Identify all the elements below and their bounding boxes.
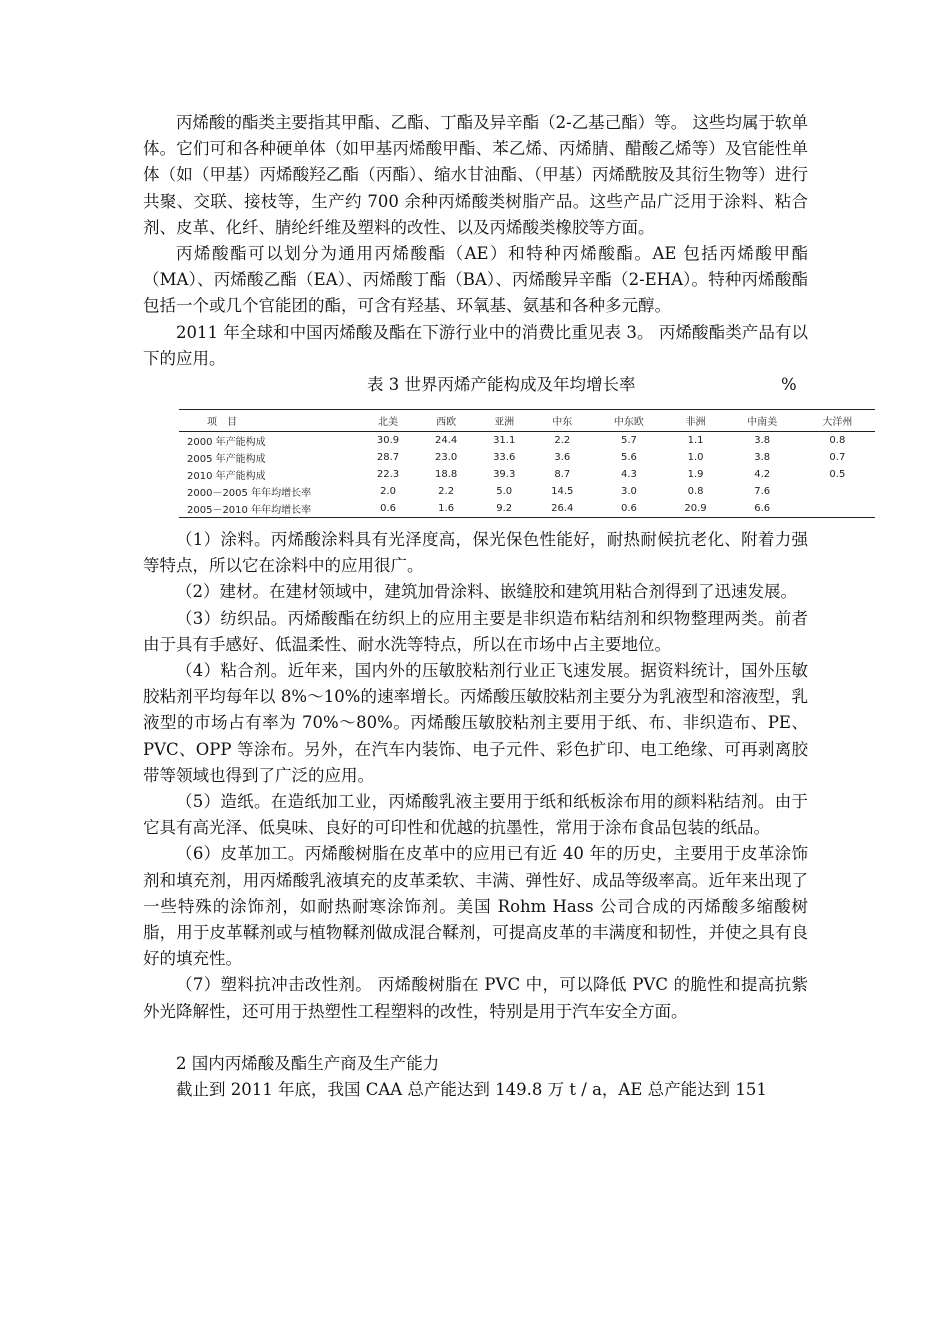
table-cell: 28.7 xyxy=(376,452,400,464)
table-cell: 0.7 xyxy=(829,452,846,464)
header-item: 项 目 xyxy=(179,410,359,432)
table-cell: 0.6 xyxy=(359,500,417,518)
table-cell: 31.1 xyxy=(493,435,516,447)
table-row xyxy=(179,483,875,500)
table-cell: 3.0 xyxy=(620,486,637,498)
header-central-eastern-europe: 中东欧 xyxy=(591,410,666,432)
table-row xyxy=(179,432,875,450)
paragraph-ae-classification: 丙烯酸酯可以划分为通用丙烯酸酯（AE）和特种丙烯酸酯。AE 包括丙烯酸甲酯（MA）、丙烯酸乙酯（EA）、丙烯酸丁酯（BA）、丙烯酸异辛酯（2-EHA）。特种丙烯酸酯包括一个或几个官能团的酯，可含有羟基、环氧基、氨基和各种多元醇。 xyxy=(143,244,808,316)
header-western-europe: 西欧 xyxy=(417,410,475,432)
row-label: 2005－2010 年年均增长率 xyxy=(179,500,359,518)
table-cell: 3.8 xyxy=(754,435,771,447)
capacity-table xyxy=(179,409,875,518)
paragraph-app-paper: （5）造纸。在造纸加工业，丙烯酸乳液主要用于纸和纸板涂布用的颜料粘结剂。由于它具有高光泽、低臭味、良好的可印性和优越的抗墨性，常用于涂布食品包装的纸品。 xyxy=(143,792,808,838)
row-label: 2005 年产能构成 xyxy=(187,454,266,466)
header-latin-america: 中南美 xyxy=(725,410,800,432)
table-cell: 4.3 xyxy=(620,469,637,481)
table-cell: 5.7 xyxy=(620,435,637,447)
paragraph-app-adhesives: （4）粘合剂。近年来，国内外的压敏胶粘剂行业正飞速发展。据资料统计，国外压敏胶粘剂平均每年以 8%～10%的速率增长。丙烯酸压敏胶粘剂主要分为乳液型和溶液型，乳液型的市场占有率为 70%～80%。丙烯酸压敏胶粘剂主要用于纸、布、非织造布、PE、PVC、OPP 等涂布。另外，在汽车内装饰、电子元件、彩色扩印、电工绝缘、可再剥离胶带等领域也得到了广泛的应用。 xyxy=(143,661,808,785)
table-cell: 3.8 xyxy=(754,452,771,464)
table-cell xyxy=(800,483,875,500)
table-row xyxy=(179,500,875,518)
table-cell: 20.9 xyxy=(667,500,725,518)
table-cell: 1.6 xyxy=(417,500,475,518)
paragraph-app-building: （2）建材。在建材领域中，建筑加骨涂料、嵌缝胶和建筑用粘合剂得到了迅速发展。 xyxy=(176,582,797,602)
table-cell: 1.1 xyxy=(687,435,704,447)
paragraph-acrylate-esters: 丙烯酸的酯类主要指其甲酯、乙酯、丁酯及异辛酯（2-乙基己酯）等。 这些均属于软单体。它们可和各种硬单体（如甲基丙烯酸甲酯、苯乙烯、丙烯腈、醋酸乙烯等）及官能性单体（如（甲基）丙烯酸羟乙酯（丙酯）、缩水甘油酯、（甲基）丙烯酰胺及其衍生物等）进行共聚、交联、接枝等，生产约 700 余种丙烯酸类树脂产品。这些产品广泛用于涂料、粘合剂、皮革、化纤、腈纶纤维及塑料的改性、以及丙烯酸类橡胶等方面。 xyxy=(143,113,808,237)
paragraph-app-textiles: （3）纺织品。丙烯酸酯在纺织上的应用主要是非织造布粘结剂和织物整理两类。前者由于具有手感好、低温柔性、耐水洗等特点，所以在市场中占主要地位。 xyxy=(143,608,808,654)
table-unit: % xyxy=(781,375,797,395)
table-cell: 0.8 xyxy=(829,435,846,447)
table-cell: 2.2 xyxy=(438,486,455,498)
table-cell: 23.0 xyxy=(434,452,458,464)
table-cell: 33.6 xyxy=(493,452,516,464)
table-cell: 24.4 xyxy=(434,435,458,447)
table-cell: 7.6 xyxy=(754,486,771,498)
table-cell: 14.5 xyxy=(551,486,574,498)
table-cell: 1.0 xyxy=(687,452,704,464)
row-label: 2010 年产能构成 xyxy=(187,471,266,483)
table-cell: 1.9 xyxy=(687,469,704,481)
table-cell: 5.6 xyxy=(620,452,637,464)
document-page xyxy=(143,110,853,1103)
table-cell: 0.5 xyxy=(829,469,846,481)
paragraph-capacity: 截止到 2011 年底，我国 CAA 总产能达到 149.8 万 t / a，AE 总产能达到 151 xyxy=(176,1080,767,1100)
table-cell: 4.2 xyxy=(754,469,771,481)
header-middle-east: 中东 xyxy=(533,410,591,432)
table-title: 表 3 世界丙烯产能构成及年均增长率 xyxy=(367,375,636,395)
table-cell: 2.2 xyxy=(554,435,571,447)
table-cell: 0.8 xyxy=(687,486,704,498)
table-cell: 18.8 xyxy=(434,469,458,481)
paragraph-consumption-ref: 2011 年全球和中国丙烯酸及酯在下游行业中的消费比重见表 3。 丙烯酸酯类产品有以下的应用。 xyxy=(143,322,808,368)
table-cell: 39.3 xyxy=(493,469,516,481)
table-caption xyxy=(143,372,808,398)
table-cell: 5.0 xyxy=(496,486,513,498)
header-africa: 非洲 xyxy=(667,410,725,432)
table-row xyxy=(179,466,875,483)
table-cell: 9.2 xyxy=(475,500,533,518)
table-cell: 6.6 xyxy=(725,500,800,518)
table-cell xyxy=(800,500,875,518)
table-cell: 0.6 xyxy=(591,500,666,518)
table-header-row xyxy=(179,410,875,432)
paragraph-app-coatings: （1）涂料。丙烯酸涂料具有光泽度高，保光保色性能好，耐热耐候抗老化、附着力强等特点，所以它在涂料中的应用很广。 xyxy=(143,530,808,576)
section-spacer xyxy=(143,1025,808,1051)
row-label: 2000－2005 年年均增长率 xyxy=(187,488,312,500)
section-heading: 2 国内丙烯酸及酯生产商及生产能力 xyxy=(176,1053,440,1073)
paragraph-app-plastics: （7）塑料抗冲击改性剂。 丙烯酸树脂在 PVC 中，可以降低 PVC 的脆性和提高抗紫外光降解性，还可用于热塑性工程塑料的改性，特别是用于汽车安全方面。 xyxy=(143,975,808,1021)
table-cell: 22.3 xyxy=(376,469,400,481)
header-asia: 亚洲 xyxy=(475,410,533,432)
table-cell: 30.9 xyxy=(376,435,400,447)
table-cell: 26.4 xyxy=(533,500,591,518)
table-cell: 8.7 xyxy=(554,469,571,481)
paragraph-app-leather: （6）皮革加工。丙烯酸树脂在皮革中的应用已有近 40 年的历史，主要用于皮革涂饰剂和填充剂，用丙烯酸乳液填充的皮革柔软、丰满、弹性好、成品等级率高。近年来出现了一些特殊的涂饰剂，如耐热耐寒涂饰剂。美国 Rohm Hass 公司合成的丙烯酸多缩酸树脂，用于皮革鞣剂或与植物鞣剂做成混合鞣剂，可提高皮革的丰满度和韧性，并使之具有良好的填充性。 xyxy=(143,844,808,969)
table-cell: 3.6 xyxy=(554,452,571,464)
header-north-america: 北美 xyxy=(359,410,417,432)
row-label: 2000 年产能构成 xyxy=(187,437,266,449)
table-row xyxy=(179,449,875,466)
table-cell: 2.0 xyxy=(380,486,396,498)
header-oceania: 大洋州 xyxy=(800,410,875,432)
